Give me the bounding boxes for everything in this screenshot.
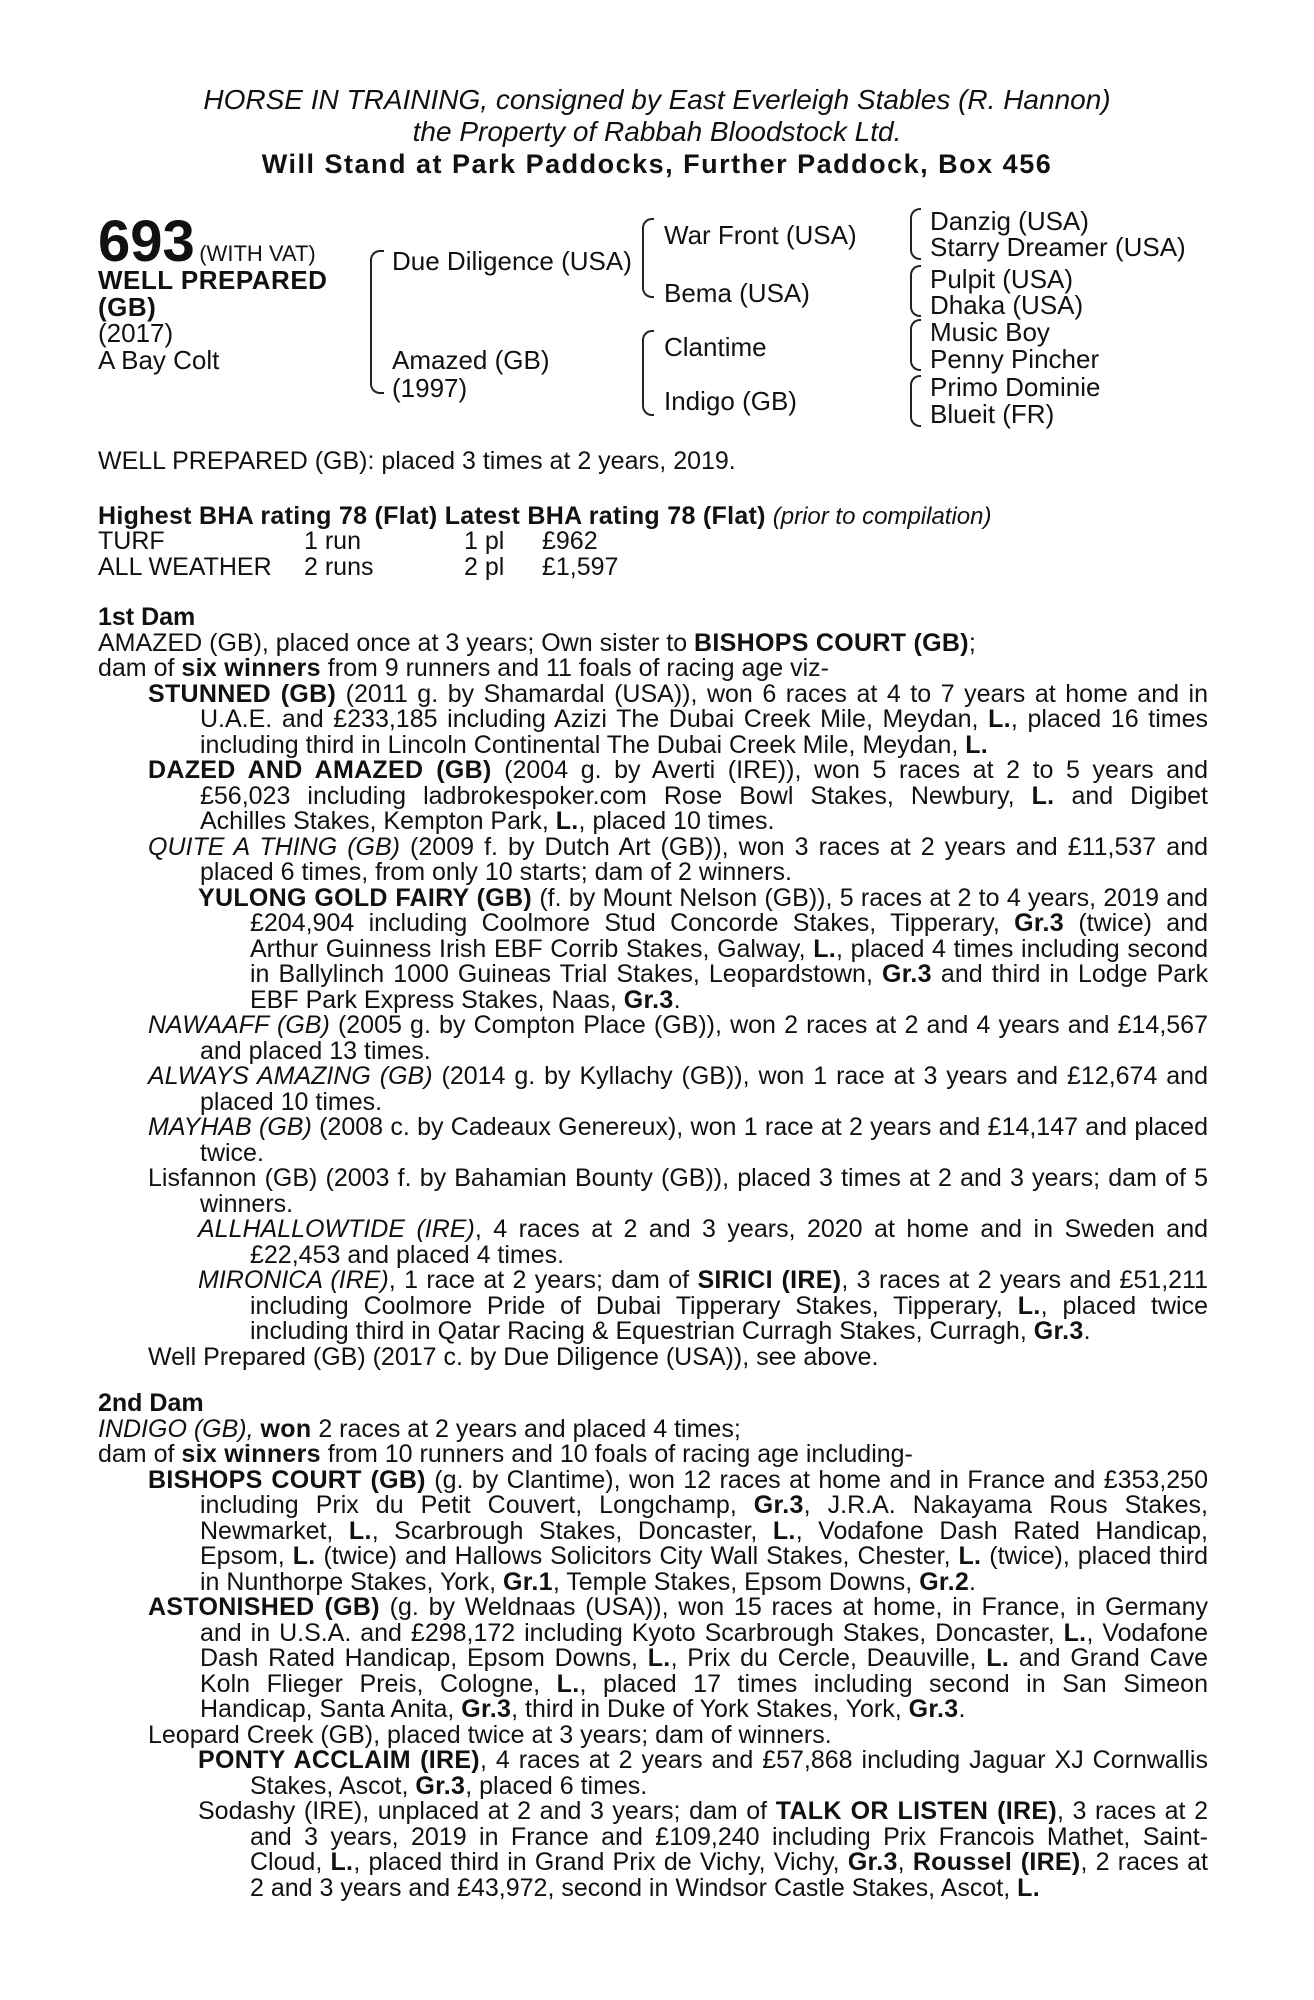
gg-6: Penny Pincher: [930, 344, 1100, 374]
list-item: MIRONICA (IRE), 1 race at 2 years; dam of SIRICI (IRE), 3 races at 2 years and £51,211 including Coolmore Pride of Dubai Tipperary Stakes, Tipperary, L., placed twice including third in Qatar Racing & Equestrian Curragh Stakes, Curragh, Gr.3.: [198, 1266, 1208, 1345]
sire-parents-brace: [642, 218, 654, 298]
location-line: Will Stand at Park Paddocks, Further Paddock, Box 456: [261, 149, 1053, 179]
gg-2: Starry Dreamer (USA): [930, 232, 1186, 262]
foaling-year: (2017): [98, 318, 174, 348]
table-row: TURF 1 run 1 pl £962: [98, 527, 598, 555]
list-item: DAZED AND AMAZED (GB) (2004 g. by Averti (IRE)), won 5 races at 2 to 5 years and £56,023 including ladbrokespoker.com Rose Bowl Stakes, Newbury, L. and Digibet Achilles Stakes, Kempton Park, L., placed 10 times.: [148, 756, 1208, 835]
list-item: ASTONISHED (GB) (g. by Weldnaas (USA)), won 15 races at home, in France, in Germany and in U.S.A. and £298,172 including Kyoto Scarbrough Stakes, Doncaster, L., Vodafone Dash Rated Handicap, Epsom Downs, L., Prix du Cercle, Deauville, L. and Grand Cave Koln Flieger Preis, Cologne, L., placed 17 times including second in San Simeon Handicap, Santa Anita, Gr.3, third in Duke of York Stakes, York, Gr.3.: [148, 1593, 1208, 1723]
second-dam-section: [98, 1391, 1208, 1901]
dam-year: (1997): [392, 373, 468, 403]
sire-sire: War Front (USA): [664, 220, 857, 250]
horse-name: WELL PREPARED: [98, 265, 328, 295]
horse-description: A Bay Colt: [98, 345, 220, 375]
consignor-line: HORSE IN TRAINING, consigned by East Everleigh Stables (R. Hannon): [203, 84, 1111, 115]
dam-description: AMAZED (GB), placed once at 3 years; Own sister to BISHOPS COURT (GB);: [98, 628, 976, 657]
dam-produce-summary: dam of six winners from 10 runners and 10 foals of racing age including-: [98, 1440, 913, 1468]
gg-3: Pulpit (USA): [930, 264, 1074, 294]
owner-line: the Property of Rabbah Bloodstock Ltd.: [412, 116, 902, 147]
list-item: YULONG GOLD FAIRY (GB) (f. by Mount Nelson (GB)), 5 races at 2 to 4 years, 2019 and £204,904 including Coolmore Stud Concorde Stakes, Tipperary, Gr.3 (twice) and Arthur Guinness Irish EBF Corrib Stakes, Galway, L., placed 4 times including second in Ballylinch 1000 Guineas Trial Stakes, Leopardstown, Gr.3 and third in Lodge Park EBF Park Express Stakes, Naas, Gr.3.: [198, 883, 1208, 1014]
dam-parents-brace: [642, 330, 654, 416]
dam-description: INDIGO (GB), won 2 races at 2 years and placed 4 times;: [98, 1414, 741, 1443]
sire-dam: Bema (USA): [664, 278, 810, 308]
section-heading: 2nd Dam: [98, 1389, 204, 1417]
list-item: MAYHAB (GB) (2008 c. by Cadeaux Genereux), won 1 race at 2 years and £14,147 and placed twice.: [148, 1113, 1208, 1167]
gg-7: Primo Dominie: [930, 372, 1101, 402]
list-item: ALWAYS AMAZING (GB) (2014 g. by Kyllachy (GB)), won 1 race at 3 years and £12,674 and placed 10 times.: [148, 1062, 1208, 1116]
list-item: NAWAAFF (GB) (2005 g. by Compton Place (GB)), won 2 races at 2 and 4 years and £14,567 and placed 13 times.: [148, 1011, 1208, 1065]
list-item: BISHOPS COURT (GB) (g. by Clantime), won 12 races at home and in France and £353,250 including Prix du Petit Couvert, Longchamp, Gr.3, J.R.A. Nakayama Rous Stakes, Newmarket, L., Scarbrough Stakes, Doncaster, L., Vodafone Dash Rated Handicap, Epsom, L. (twice) and Hallows Solicitors City Wall Stakes, Chester, L. (twice), placed third in Nunthorpe Stakes, York, Gr.1, Temple Stakes, Epsom Downs, Gr.2.: [148, 1465, 1209, 1596]
dam-dam: Indigo (GB): [664, 386, 797, 416]
first-dam-section: [98, 605, 1208, 1370]
sire: Due Diligence (USA): [392, 246, 632, 276]
list-item: Sodashy (IRE), unplaced at 2 and 3 years; dam of TALK OR LISTEN (IRE), 3 races at 2 and 3 years, 2019 in France and £109,240 including Prix Francois Mathet, Saint-Cloud, L., placed third in Grand Prix de Vichy, Vichy, Gr.3, Roussel (IRE), 2 races at 2 and 3 years and £43,972, second in Windsor Castle Stakes, Ascot, L.: [198, 1797, 1208, 1902]
list-item: STUNNED (GB) (2011 g. by Shamardal (USA)), won 6 races at 4 to 7 years at home and in U.A.E. and £233,185 including Azizi The Dubai Creek Mile, Meydan, L., placed 16 times including third in Lincoln Continental The Dubai Creek Mile, Meydan, L.: [148, 679, 1208, 759]
dam: Amazed (GB): [392, 345, 550, 375]
list-item: QUITE A THING (GB) (2009 f. by Dutch Art (GB)), won 3 races at 2 years and £11,537 and placed 6 times, from only 10 starts; dam of 2 winners.: [148, 832, 1208, 886]
race-record-table: [98, 529, 618, 580]
brace-2: [910, 265, 921, 317]
list-item: Leopard Creek (GB), placed twice at 3 years; dam of winners.: [148, 1720, 832, 1749]
gg-4: Dhaka (USA): [930, 290, 1084, 320]
dam-produce-summary: dam of six winners from 9 runners and 11 foals of racing age viz-: [98, 654, 829, 682]
section-heading: 1st Dam: [98, 603, 196, 631]
gg-5: Music Boy: [930, 317, 1050, 347]
list-item: Lisfannon (GB) (2003 f. by Bahamian Bounty (GB)), placed 3 times at 2 and 3 years; dam of 5 winners.: [148, 1164, 1208, 1218]
gg-8: Blueit (FR): [930, 399, 1055, 429]
gg-1: Danzig (USA): [930, 206, 1089, 236]
brace-3: [910, 319, 921, 371]
list-item: PONTY ACCLAIM (IRE), 4 races at 2 years and £57,868 including Jaguar XJ Cornwallis Stakes, Ascot, Gr.3, placed 6 times.: [198, 1746, 1208, 1800]
list-item: Well Prepared (GB) (2017 c. by Due Diligence (USA)), see above.: [148, 1342, 879, 1371]
table-row: ALL WEATHER 2 runs 2 pl £1,597: [98, 552, 619, 581]
horse-country: (GB): [98, 292, 157, 322]
race-summary: WELL PREPARED (GB): placed 3 times at 2 years, 2019.: [98, 447, 736, 475]
brace-4: [910, 375, 921, 427]
sire-brace: [370, 250, 384, 394]
lot-number: 693: [98, 209, 195, 274]
dam-sire: Clantime: [664, 332, 767, 362]
vat-label: (WITH VAT): [199, 241, 316, 266]
rating-line: Highest BHA rating 78 (Flat) Latest BHA rating 78 (Flat) (prior to compilation): [98, 502, 992, 530]
list-item: ALLHALLOWTIDE (IRE), 4 races at 2 and 3 years, 2020 at home and in Sweden and £22,453 and placed 4 times.: [198, 1215, 1209, 1269]
brace-1: [910, 208, 921, 260]
